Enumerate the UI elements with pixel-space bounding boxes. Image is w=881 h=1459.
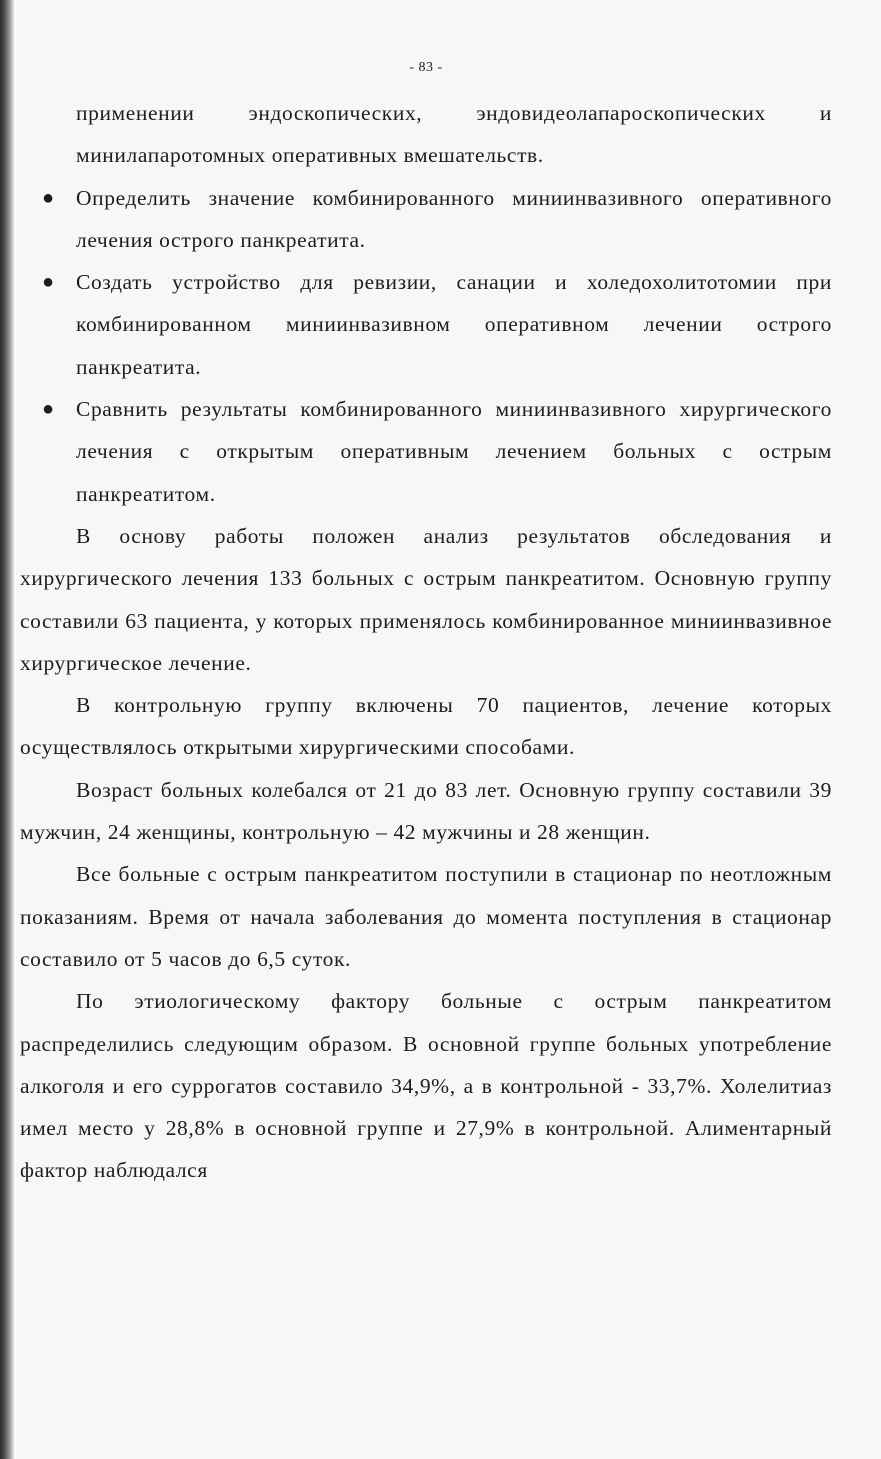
document-page	[20, 0, 832, 1459]
binding-edge	[0, 0, 14, 1459]
bullet-item	[20, 388, 832, 515]
body-paragraph: По этиологическому фактору больные с острым панкреатитом распределились следующим образом. В основной группе больных употребление алкоголя и его суррогатов составило 34,9%, а в контрольной - 33,7%. Холелитиаз имел место у 28,8% в основной группе и 27,9% в контрольной. Алиментарный фактор наблюдался	[20, 989, 832, 1183]
continuation-paragraph: применении эндоскопических, эндовидеолапароскопических и минилапаротомных оперативных вмешательств.	[76, 101, 832, 168]
page-number: - 83 -	[409, 60, 443, 75]
page-content	[20, 92, 832, 1192]
body-paragraph: Возраст больных колебался от 21 до 83 лет. Основную группу составили 39 мужчин, 24 женщины, контрольную – 42 мужчины и 28 женщин.	[20, 777, 832, 845]
bullet-text: Сравнить результаты комбинированного миниинвазивного хирургического лечения с открытым оперативным лечением больных с острым панкреатитом.	[76, 397, 832, 506]
bullet-item	[20, 177, 832, 262]
bullet-icon: ●	[42, 398, 55, 421]
bullet-text: Определить значение комбинированного миниинвазивного оперативного лечения острого панкреатита.	[76, 185, 832, 252]
body-paragraph: Все больные с острым панкреатитом поступили в стационар по неотложным показаниям. Время от начала заболевания до момента поступления в стационар составило от 5 часов до 6,5 суток.	[20, 862, 832, 971]
bullet-icon: ●	[42, 271, 55, 294]
bullet-text: Создать устройство для ревизии, санации и холедохолитотомии при комбинированном миниинвазивном оперативном лечении острого панкреатита.	[76, 270, 832, 379]
bullet-item	[20, 261, 832, 388]
bullet-icon: ●	[42, 186, 55, 209]
body-paragraph: В контрольную группу включены 70 пациентов, лечение которых осуществлялось открытыми хирургическими способами.	[20, 693, 832, 760]
body-paragraph: В основу работы положен анализ результатов обследования и хирургического лечения 133 больных с острым панкреатитом. Основную группу составили 63 пациента, у которых применялось комбинированное миниинвазивное хирургическое лечение.	[20, 523, 832, 675]
